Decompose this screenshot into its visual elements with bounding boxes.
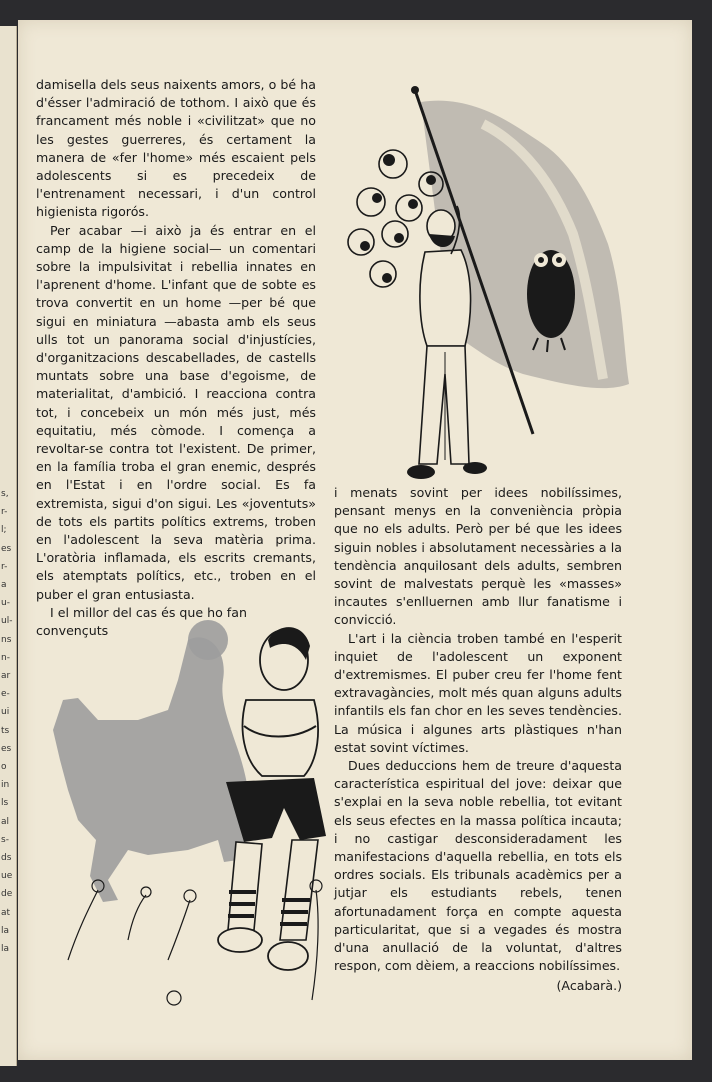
- right-paragraph-2: L'art i la ciència troben també en l'esperit inquiet de l'adolescent un exponent d'extremismes. El puber creu fer l'home fent extravagàncies, molt més quan alguns adults infantils els fan chor en les seves tendències. La música i algunes arts plàstiques n'han estat sovint víctimes.: [334, 630, 622, 755]
- previous-page-fragment: de: [1, 889, 13, 900]
- left-paragraph-1: damisella dels seus naixents amors, o bé ha d'ésser l'admiració de tothom. I això que és francament més noble i «civilitzat» que no les gestes guerreres, és certament la manera de «fer l'home» més escaient pels adolescents si es precedeix de l'entrenament necessari, i d'un control higienista rigorós.: [36, 77, 316, 220]
- previous-page-fragment: ls: [1, 798, 9, 809]
- previous-page-fragment: ds: [1, 853, 12, 863]
- previous-page-edge: [0, 26, 17, 1066]
- right-column: [334, 484, 622, 996]
- previous-page-fragment: ns: [1, 634, 12, 645]
- previous-page-fragment: a: [1, 580, 7, 590]
- right-paragraph-1: i menats sovint per idees nobilíssimes, pensant menys en la conveniència pròpia que no els adults. Però per bé que les idees siguin nobles i absolutament necessàries a la tendència anquilosant dels adults, sembren sovint de malvestats perquè les «masses» incautes s'enlluernen amb llur fanatisme i convicció.: [334, 485, 622, 628]
- left-column: [36, 76, 316, 640]
- previous-page-fragment: s,: [1, 489, 9, 499]
- previous-page-fragment: es: [1, 743, 12, 754]
- left-paragraph-2: Per acabar —i això ja és entrar en el camp de la higiene social— un comentari sobre la impulsivitat i rebellia innates en l'aprenent d'home. L'infant que de sobte es trova convertit en un home —per bé que sigui en miniatura —abasta amb els seus ulls tot un panorama social d'injustícies, d'organitzacions descabellades, de castells muntats sobre una base d'egoisme, de materialitat, d'ambició. I reacciona contra tot, i concebeix un món més just, més equitatiu, més còmode. I comença a revoltar-se contra tot l'existent. De primer, en la família troba el gran enemic, després en l'Estat i en l'ordre social. Es fa extremista, sigui d'on sigui. Les «joventuts» de tots els partits polítics extrems, troben en l'adolescent la seva matèria prima. L'oratòria inflamada, els escrits cremants, els atemptats polítics, etc., troben en el puber el gran entusiasta.: [36, 222, 316, 602]
- previous-page-fragment: u-: [1, 598, 10, 609]
- previous-page-fragment: ts: [1, 725, 10, 736]
- previous-page-fragment: es: [1, 543, 12, 554]
- previous-page-fragment: la: [1, 925, 10, 936]
- previous-page-fragment: l;: [1, 525, 7, 536]
- flag-boy-illustration: [333, 84, 633, 504]
- previous-page-fragment: al: [1, 816, 10, 827]
- previous-page-fragment: o: [1, 762, 7, 772]
- rider-shadow-illustration: [48, 600, 338, 1020]
- right-paragraph-3: Dues deduccions hem de treure d'aquesta característica espiritual del jove: deixar que s'explai en la seva noble rebellia, tot evitant els seus efectes en la massa política incauta; i no castigar desconsideradament les manifestacions d'aquella rebellia, en tots els ordres socials. Els tribunals acadèmics per a jutjar els estudiants rebels, tenen afortunadament força en compte aquesta particularitat, que si a vegades és mostra d'una anullació de la voluntat, d'altres respon, com dèiem, a reaccions nobilíssimes.: [334, 758, 622, 974]
- magazine-page: [18, 20, 692, 1060]
- previous-page-fragment: la: [1, 944, 10, 954]
- previous-page-fragment: s-: [1, 834, 9, 845]
- previous-page-fragment: at: [1, 907, 11, 918]
- left-paragraph-3: I el millor del cas és que ho fan convençuts: [36, 604, 247, 639]
- previous-page-fragment: ul-: [1, 616, 13, 627]
- previous-page-fragment: n-: [1, 652, 10, 663]
- previous-page-fragment: ue: [1, 871, 13, 882]
- previous-page-fragment: ar: [1, 671, 11, 681]
- previous-page-fragment: r-: [1, 507, 8, 518]
- previous-page-fragment: ui: [1, 707, 10, 718]
- continued-note: (Acabarà.): [556, 978, 622, 994]
- previous-page-fragment: e-: [1, 689, 10, 700]
- previous-page-fragment: r-: [1, 561, 8, 572]
- previous-page-fragment: in: [1, 780, 10, 791]
